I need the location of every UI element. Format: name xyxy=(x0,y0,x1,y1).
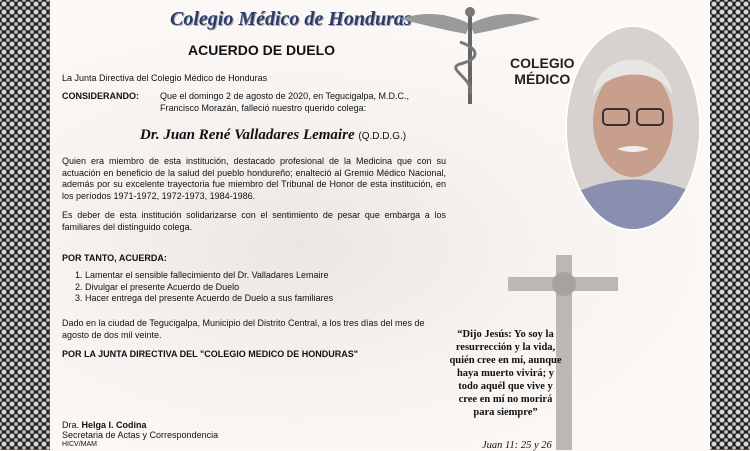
brand-name xyxy=(510,55,575,87)
lace-border-left xyxy=(0,0,50,450)
considerando-text: Que el domingo 2 de agosto de 2020, en Tegucigalpa, M.D.C., Francisco Morazán, falleció nuestro querido colega: xyxy=(160,91,409,113)
logo-text: Colegio Médico de Honduras xyxy=(170,8,412,30)
lace-border-right xyxy=(710,0,750,450)
bible-quote: “Dijo Jesús: Yo soy la resurrección y la vida, quién cree en mí, aunque haya muerto vivirá; y todo aquél que vive y cree en mí no morirá para siempre” xyxy=(449,329,562,418)
acuerda-label: POR TANTO, ACUERDA: xyxy=(62,253,167,263)
list-item: 1. Lamentar el sensible fallecimiento del Dr. Valladares Lemaire xyxy=(85,270,333,282)
list-item: 3. Hacer entrega del presente Acuerdo de Duelo a sus familiares xyxy=(85,293,333,305)
signature-role: Secretaria de Actas y Correspondencia xyxy=(62,430,219,440)
bible-reference: Juan 11: 25 y 26 xyxy=(482,440,552,451)
list-item: 2. Divulgar el presente Acuerdo de Duelo xyxy=(85,282,333,294)
junta-text: POR LA JUNTA DIRECTIVA DEL "COLEGIO MEDICO DE HONDURAS" xyxy=(62,349,359,359)
signature-name: Helga I. Codina xyxy=(81,420,147,430)
signature-prefix: Dra. xyxy=(62,420,80,430)
brand-line-2: MÉDICO xyxy=(514,71,571,87)
deceased-name xyxy=(140,127,406,144)
paragraph-membership: Quien era miembro de esta institución, destacado profesional de la Medicina que con su actuación en beneficio de la salud del pueblo hondureño; enalteció al Gremio Médico Nacional, además por su excelente trayectoria fue miembro del Tribunal de Honor de esta institución, en los períodos 1971-1972, 1972-1973, 1984-1986. xyxy=(62,156,446,201)
acuerda-list xyxy=(70,270,333,305)
intro-text: La Junta Directiva del Colegio Médico de Honduras xyxy=(62,73,268,83)
caduceus-icon xyxy=(400,4,540,104)
portrait-image xyxy=(567,27,701,231)
signature-initials: HICV/MAM xyxy=(62,441,97,448)
paragraph-solidarity: Es deber de esta institución solidarizarse con el sentimiento de pesar que embarga a los familiares del distinguido colega. xyxy=(62,210,446,232)
portrait-photo xyxy=(565,25,701,231)
brand-line-1: COLEGIO xyxy=(510,55,575,71)
page-title: ACUERDO DE DUELO xyxy=(188,42,336,58)
considerando-label: CONSIDERANDO: xyxy=(62,91,140,101)
signature-block xyxy=(62,420,218,450)
dado-text: Dado en la ciudad de Tegucigalpa, Municipio del Distrito Central, a los tres días del mes de agosto de dos mil veinte. xyxy=(62,318,425,340)
deceased-suffix: (Q.D.D.G.) xyxy=(358,131,407,142)
deceased-full-name: Dr. Juan René Valladares Lemaire xyxy=(140,127,355,143)
